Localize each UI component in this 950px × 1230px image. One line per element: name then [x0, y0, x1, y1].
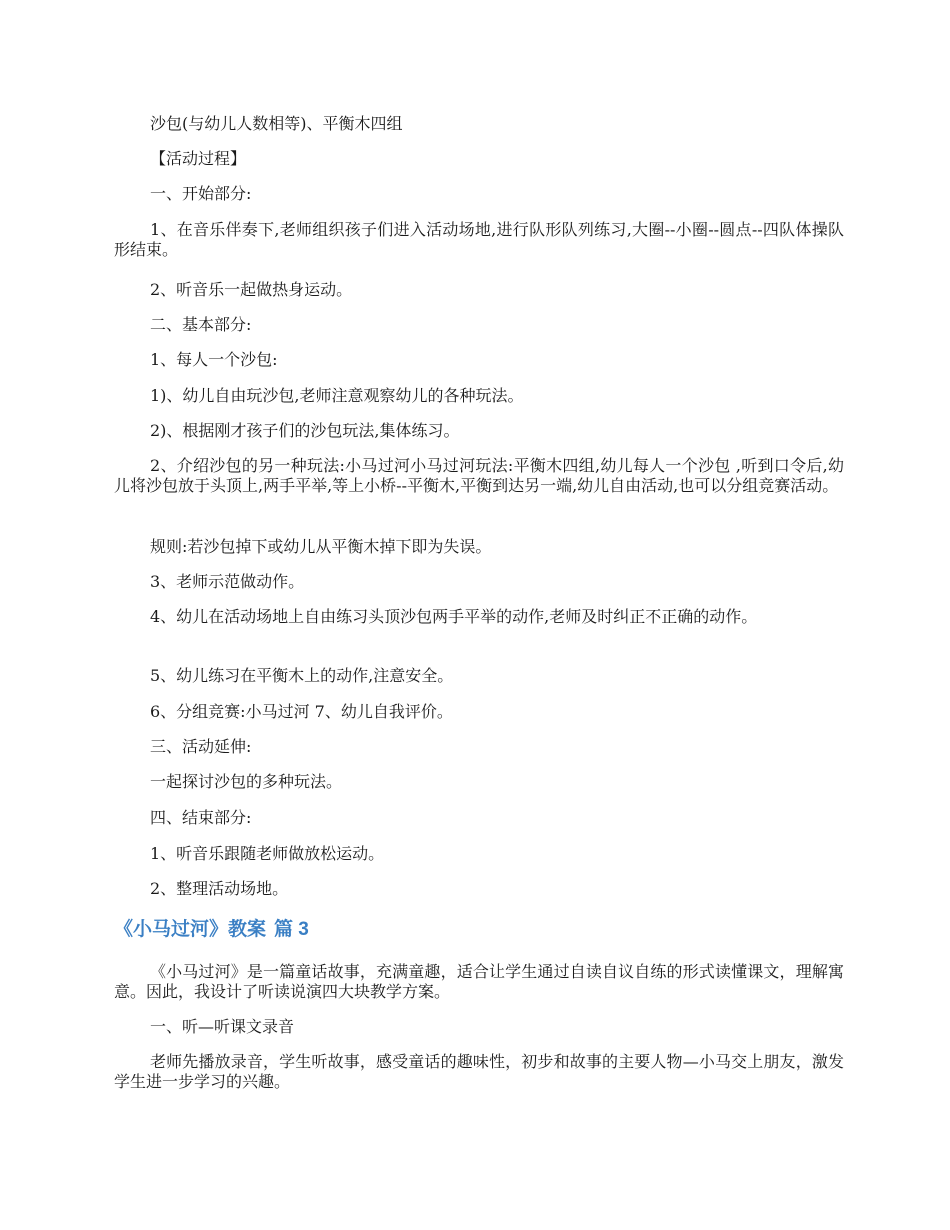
- section-title: 《小马过河》教案: [114, 919, 267, 940]
- paragraph: 3、老师示范做动作。: [150, 572, 305, 591]
- paragraph: 6、分组竞赛:小马过河 7、幼儿自我评价。: [150, 702, 453, 721]
- paragraph: 沙包(与幼儿人数相等)、平衡木四组: [150, 114, 403, 133]
- paragraph: 四、结束部分:: [150, 808, 252, 827]
- paragraph: 一、听—听课文录音: [150, 1017, 295, 1036]
- paragraph: 4、幼儿在活动场地上自由练习头顶沙包两手平举的动作,老师及时纠正不正确的动作。: [150, 607, 758, 626]
- paragraph: 【活动过程】: [150, 149, 247, 168]
- paragraph: 2)、根据刚才孩子们的沙包玩法,集体练习。: [150, 421, 460, 440]
- paragraph: 三、活动延伸:: [150, 737, 252, 756]
- paragraph: 规则:若沙包掉下或幼儿从平衡木掉下即为失误。: [150, 537, 492, 556]
- paragraph: 2、整理活动场地。: [150, 879, 289, 898]
- paragraph: 1、在音乐伴奏下,老师组织孩子们进入活动场地,进行队形队列练习,大圈--小圈--圆点--四队体操队形结束。: [114, 220, 844, 259]
- paragraph: 2、听音乐一起做热身运动。: [150, 280, 353, 299]
- paragraph: 《小马过河》是一篇童话故事，充满童趣，适合让学生通过自读自议自练的形式读懂课文，理解寓意。因此，我设计了听读说演四大块教学方案。: [114, 962, 844, 1001]
- section-heading: [114, 918, 309, 942]
- paragraph: 5、幼儿练习在平衡木上的动作,注意安全。: [150, 666, 454, 685]
- paragraph: 老师先播放录音，学生听故事，感受童话的趣味性，初步和故事的主要人物—小马交上朋友，激发学生进一步学习的兴趣。: [114, 1052, 844, 1091]
- paragraph: 1、每人一个沙包:: [150, 350, 278, 369]
- paragraph: 2、介绍沙包的另一种玩法:小马过河小马过河玩法:平衡木四组,幼儿每人一个沙包 ,听到口令后,幼儿将沙包放于头顶上,两手平举,等上小桥--平衡木,平衡到达另一端,幼儿自由活动,也可以分组竞赛活动。: [114, 456, 844, 495]
- paragraph: 二、基本部分:: [150, 315, 252, 334]
- paragraph: 1)、幼儿自由玩沙包,老师注意观察幼儿的各种玩法。: [150, 386, 524, 405]
- paragraph: 一、开始部分:: [150, 184, 252, 203]
- section-number: 篇 3: [274, 919, 309, 940]
- paragraph: 1、听音乐跟随老师做放松运动。: [150, 844, 385, 863]
- paragraph: 一起探讨沙包的多种玩法。: [150, 772, 343, 791]
